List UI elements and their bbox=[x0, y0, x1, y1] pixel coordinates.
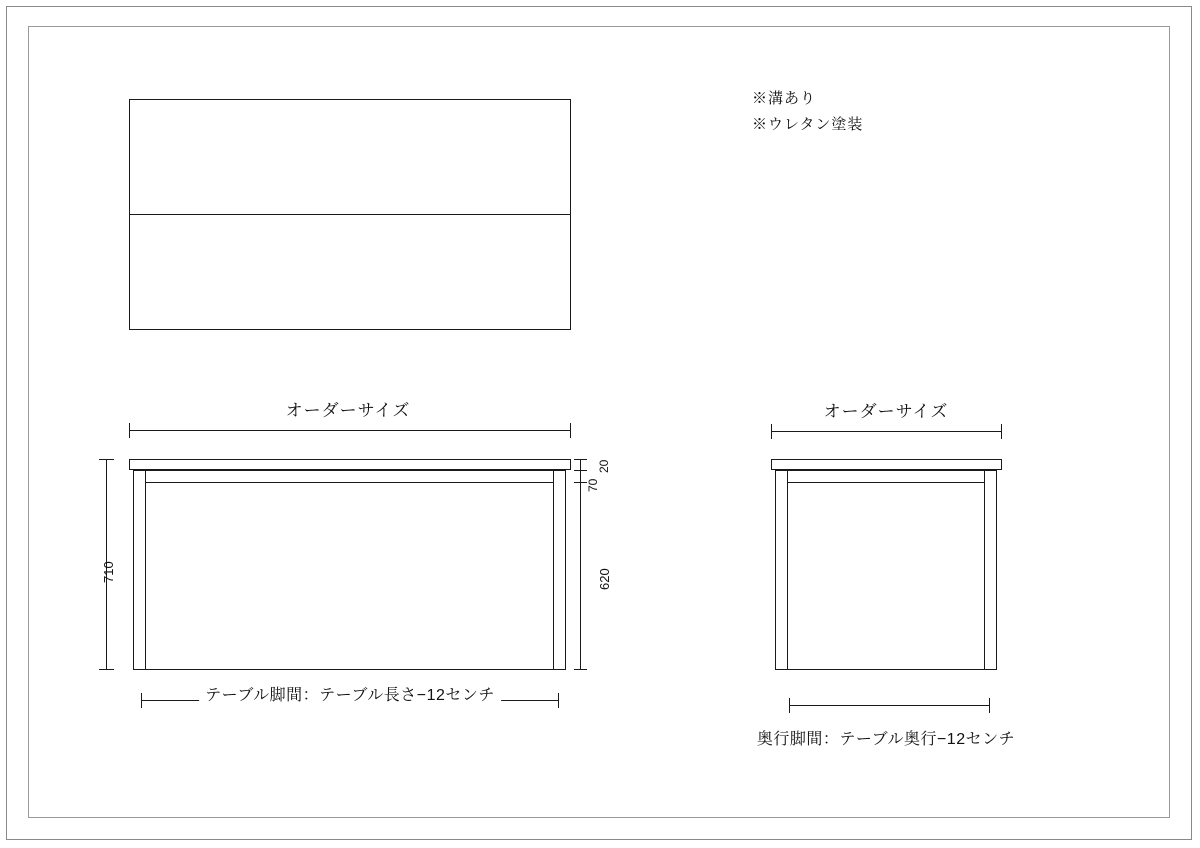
front-leg-span-tick-left bbox=[141, 693, 142, 708]
front-leg-span-tick-right bbox=[558, 693, 559, 708]
side-leg-span-tick-left bbox=[789, 698, 790, 713]
side-apron-bottom bbox=[783, 482, 990, 483]
front-top-dim-tick-left bbox=[129, 423, 130, 438]
front-leg-left bbox=[133, 470, 146, 670]
front-apron-top bbox=[141, 470, 559, 471]
side-top-dim-line bbox=[771, 431, 1002, 432]
side-top-dim-tick-left bbox=[771, 424, 772, 439]
front-height-dim-tick-bottom bbox=[99, 669, 114, 670]
side-leg-left bbox=[775, 470, 788, 670]
side-apron-top bbox=[783, 470, 990, 471]
note-finish: ※ウレタン塗装 bbox=[752, 116, 864, 134]
notes-block bbox=[752, 86, 863, 139]
front-right-dim-tick-bottom bbox=[574, 669, 587, 670]
side-leg-right bbox=[984, 470, 997, 670]
front-leg-span-caption: テーブル脚間：テーブル長さ−12センチ bbox=[199, 682, 501, 705]
front-right-dim-tick-top-slab bbox=[574, 470, 587, 471]
side-tabletop bbox=[771, 459, 1002, 470]
front-top-dim-line bbox=[129, 430, 571, 431]
top-view-center-seam bbox=[129, 214, 571, 215]
front-right-dim-line bbox=[580, 459, 581, 670]
front-floor-line bbox=[133, 669, 566, 670]
front-leg-right bbox=[553, 470, 566, 670]
front-top-thickness-value: 20 bbox=[597, 459, 611, 473]
front-top-dim-tick-right bbox=[570, 423, 571, 438]
side-leg-span-tick-right bbox=[989, 698, 990, 713]
front-height-value: 710 bbox=[101, 561, 116, 583]
front-leg-clear-value: 620 bbox=[597, 568, 612, 590]
side-floor-line bbox=[775, 669, 997, 670]
front-apron-value: 70 bbox=[586, 478, 600, 492]
side-top-dim-tick-right bbox=[1001, 424, 1002, 439]
front-right-dim-tick-top bbox=[574, 459, 587, 460]
side-leg-span-caption: 奥行脚間：テーブル奥行−12センチ bbox=[756, 731, 1016, 748]
front-apron-bottom bbox=[141, 482, 559, 483]
front-height-dim-tick-top bbox=[99, 459, 114, 460]
side-leg-span-dim-line bbox=[789, 705, 990, 706]
front-tabletop bbox=[129, 459, 571, 470]
note-groove: ※溝あり bbox=[752, 90, 817, 107]
front-order-size-label: オーダーサイズ bbox=[285, 401, 411, 420]
side-order-size-label: オーダーサイズ bbox=[823, 402, 949, 421]
